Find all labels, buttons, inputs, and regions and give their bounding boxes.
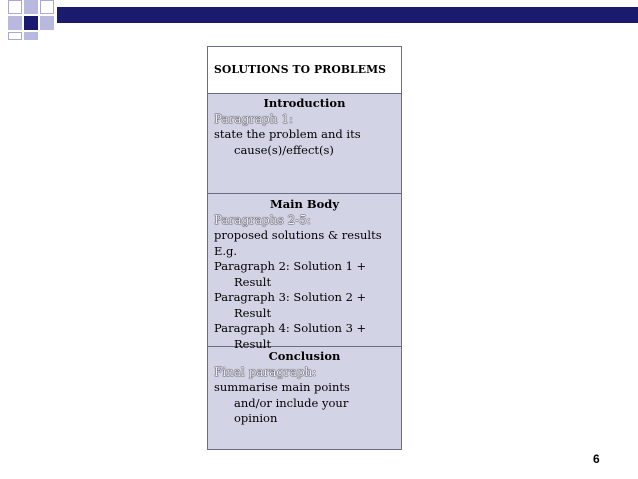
introduction-heading: Introduction [263,96,346,110]
decor-square [24,16,38,30]
conclusion-line: and/or include your [234,395,349,410]
title-cell [208,47,401,94]
conclusion-cell [208,347,401,449]
decor-square [8,32,22,40]
slide-title: SOLUTIONS TO PROBLEMS [214,63,387,77]
header-decoration [0,0,638,40]
conclusion-line: summarise main points [214,380,350,394]
main-body-cell [208,194,401,351]
main-body-line: Result [234,336,272,351]
conclusion-heading: Conclusion [268,349,341,363]
decor-square [24,32,38,40]
decor-square [24,0,38,14]
main-body-line: proposed solutions & results [214,228,382,242]
main-body-subheading: Paragraphs 2-5: [214,212,311,227]
essay-structure-box [207,46,402,450]
main-body-line: Paragraph 4: Solution 3 + [214,321,367,335]
introduction-cell [208,94,401,194]
decor-square [8,16,22,30]
decor-square [40,0,54,14]
main-body-heading: Main Body [269,197,340,211]
main-body-line: Result [234,305,272,320]
main-body-line: Paragraph 3: Solution 2 + [214,290,367,304]
introduction-line: state the problem and its [214,127,361,141]
main-body-line: Result [234,274,272,289]
introduction-line: cause(s)/effect(s) [234,142,334,157]
main-body-line: E.g. [214,243,238,258]
header-bar [57,7,638,23]
conclusion-subheading: Final paragraph: [214,364,317,379]
decor-square [8,0,22,14]
page-number: 6 [593,452,600,466]
introduction-subheading: Paragraph 1: [214,111,294,126]
decor-square [40,16,54,30]
main-body-line: Paragraph 2: Solution 1 + [214,259,367,273]
conclusion-line: opinion [234,411,278,425]
